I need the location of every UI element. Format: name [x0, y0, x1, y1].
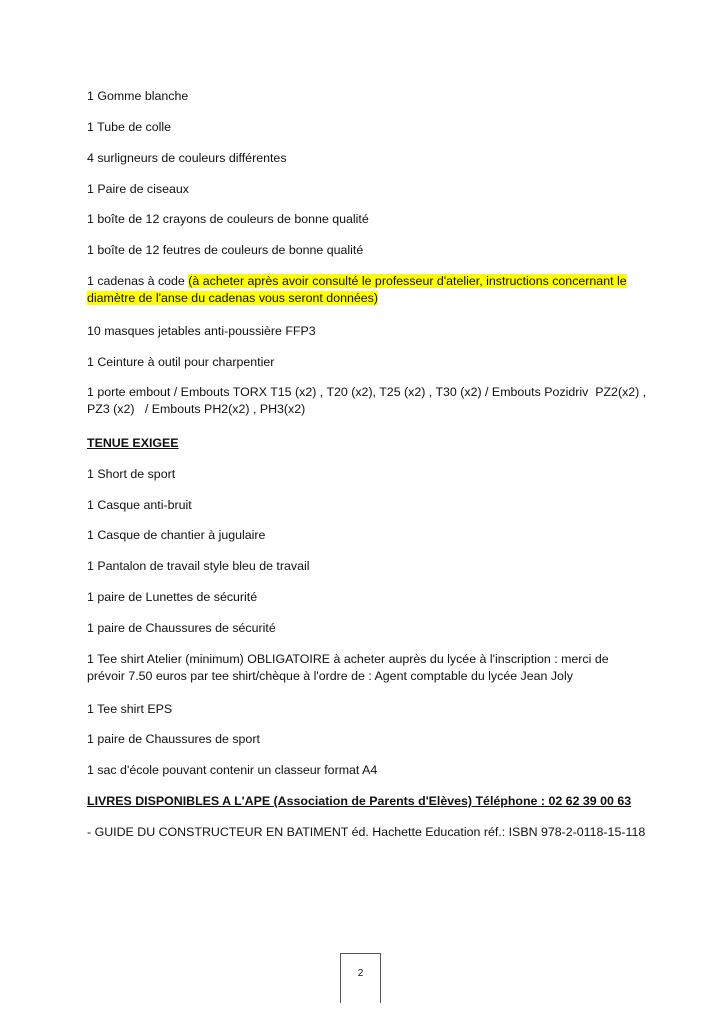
list-item: 1 boîte de 12 feutres de couleurs de bonne qualité [87, 243, 364, 257]
list-item: 1 Ceinture à outil pour charpentier [87, 355, 275, 369]
padlock-text: 1 cadenas à code [87, 274, 189, 288]
list-item: 1 Short de sport [87, 467, 176, 481]
highlighted-note: (à acheter après avoir consulté le professeur d'atelier, instructions concernant le diamètre de l'anse du cadenas vous seront données) [87, 274, 627, 305]
page-number-box [340, 953, 381, 1003]
list-item: 1 Tee shirt EPS [87, 702, 173, 716]
list-item: 1 paire de Chaussures de sécurité [87, 621, 276, 635]
list-item: 1 Casque anti-bruit [87, 498, 192, 512]
list-item: 1 paire de Lunettes de sécurité [87, 590, 258, 604]
list-item: 1 sac d'école pouvant contenir un classeur format A4 [87, 763, 378, 777]
page-number: 2 [357, 968, 364, 979]
padlock-item [87, 273, 632, 307]
list-item: 4 surligneurs de couleurs différentes [87, 151, 287, 165]
list-item: 1 Pantalon de travail style bleu de travail [87, 559, 310, 573]
list-item: 1 paire de Chaussures de sport [87, 732, 260, 746]
tee-shirt-atelier-item: 1 Tee shirt Atelier (minimum) OBLIGATOIRE à acheter auprès du lycée à l'inscription : merci de prévoir 7.50 euros par tee shirt/chèque à l'ordre de : Agent comptable du lycée Jean Joly [87, 652, 609, 683]
list-item: 1 boîte de 12 crayons de couleurs de bonne qualité [87, 212, 369, 226]
book-entry: - GUIDE DU CONSTRUCTEUR EN BATIMENT éd. Hachette Education réf.: ISBN 978-2-0118-15-118 [87, 825, 646, 839]
list-item: 10 masques jetables anti-poussière FFP3 [87, 324, 316, 338]
books-heading: LIVRES DISPONIBLES A L'APE (Association de Parents d'Elèves) Téléphone : 02 62 39 00 63 [87, 794, 632, 808]
list-item: 1 Tube de colle [87, 120, 172, 134]
list-item: 1 Paire de ciseaux [87, 182, 189, 196]
list-item: 1 Gomme blanche [87, 89, 189, 103]
bits-item: 1 porte embout / Embouts TORX T15 (x2) , T20 (x2), T25 (x2) , T30 (x2) / Embouts Pozidriv PZ2(x2) , PZ3 (x2) / Embouts PH2(x2) , PH3(x2) [87, 385, 650, 416]
dress-code-heading: TENUE EXIGEE [87, 436, 179, 450]
list-item: 1 Casque de chantier à jugulaire [87, 528, 266, 542]
